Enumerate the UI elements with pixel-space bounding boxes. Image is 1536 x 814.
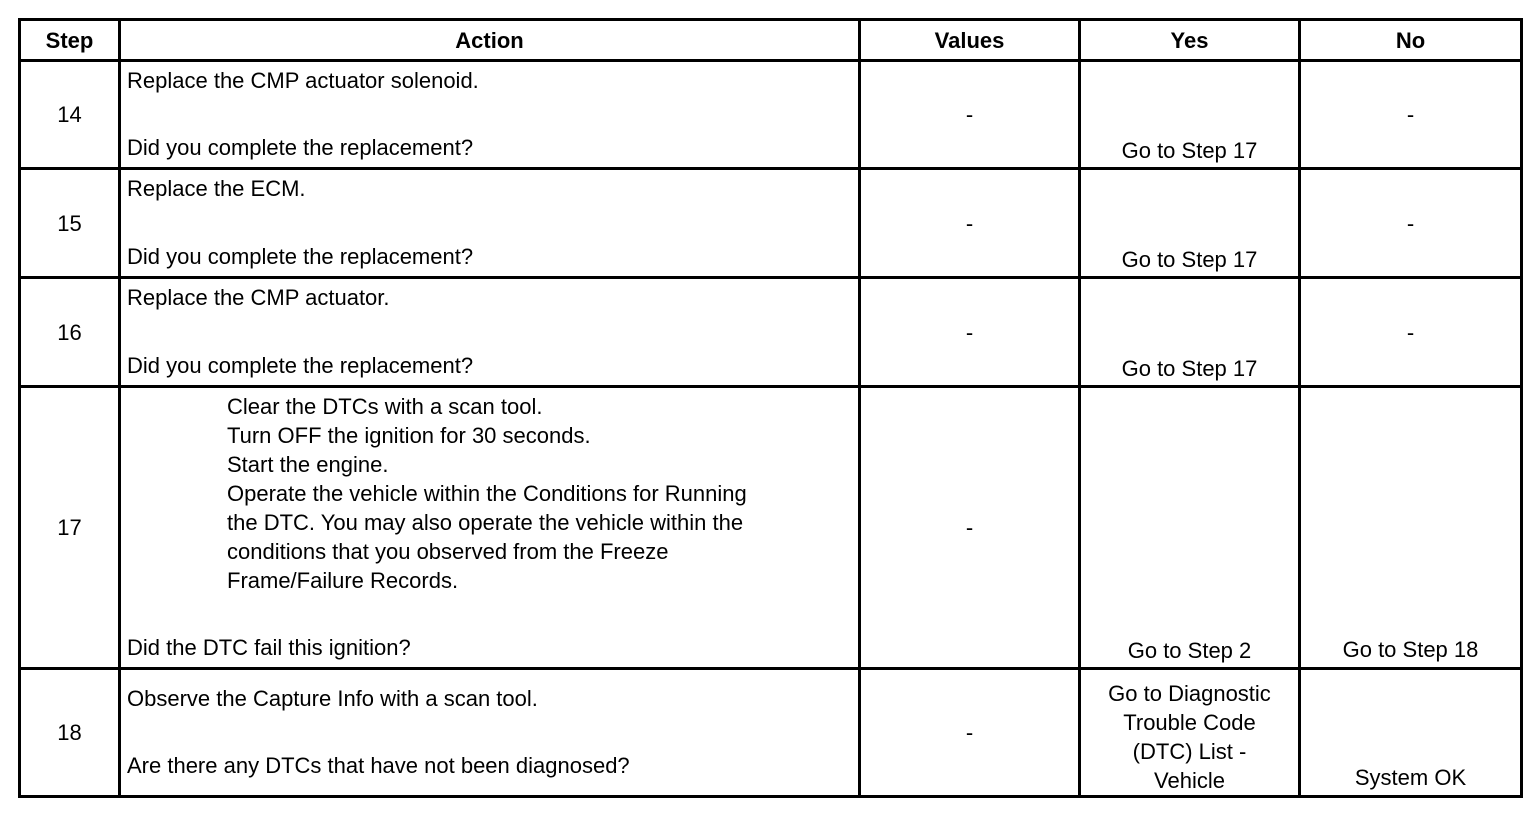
table-row: [20, 669, 1522, 797]
table-row: [20, 61, 1522, 169]
action-question: Did you complete the replacement?: [127, 244, 474, 269]
values-cell: -: [860, 61, 1080, 169]
yes-cell: [1080, 669, 1300, 797]
step-number: 17: [20, 387, 120, 669]
action-cell: [120, 169, 860, 278]
no-cell: [1300, 669, 1522, 797]
diagnostic-table: [18, 18, 1523, 798]
yes-link: Go to Step 17: [1121, 247, 1258, 272]
yes-cell: [1080, 278, 1300, 387]
yes-cell: [1080, 169, 1300, 278]
action-text: Replace the ECM.: [127, 176, 306, 201]
action-cell: [120, 61, 860, 169]
step-number: 16: [20, 278, 120, 387]
no-cell: -: [1300, 61, 1522, 169]
action-list-item: Operate the vehicle within the Conditions for Running: [227, 481, 747, 506]
yes-link-line: (DTC) List -: [1132, 739, 1247, 764]
yes-link: Go to Step 2: [1127, 638, 1252, 663]
values-cell: -: [860, 169, 1080, 278]
header-row: [20, 20, 1522, 61]
header-action: Action: [120, 20, 860, 61]
header-no: No: [1300, 20, 1522, 61]
yes-cell: [1080, 61, 1300, 169]
action-text: Observe the Capture Info with a scan tool.: [127, 686, 538, 711]
action-question: Did you complete the replacement?: [127, 135, 474, 160]
no-link: Go to Step 18: [1342, 636, 1479, 662]
action-text: Replace the CMP actuator solenoid.: [127, 68, 479, 93]
action-list-item: Turn OFF the ignition for 30 seconds.: [227, 423, 591, 448]
no-link: System OK: [1354, 764, 1467, 790]
action-question: Did you complete the replacement?: [127, 353, 474, 378]
action-list-item: conditions that you observed from the Freeze: [227, 539, 669, 564]
step-number: 18: [20, 669, 120, 797]
no-cell: -: [1300, 278, 1522, 387]
action-text: Replace the CMP actuator.: [127, 285, 390, 310]
yes-link: [1081, 677, 1298, 795]
values-cell: -: [860, 278, 1080, 387]
action-list-item: Frame/Failure Records.: [227, 568, 459, 593]
yes-link-line: Trouble Code: [1123, 710, 1256, 735]
action-list-item: Clear the DTCs with a scan tool.: [227, 394, 543, 419]
table-row: [20, 278, 1522, 387]
step-number: 15: [20, 169, 120, 278]
header-values: Values: [860, 20, 1080, 61]
action-step-list: [227, 392, 827, 595]
action-cell: [120, 278, 860, 387]
action-list-item: the DTC. You may also operate the vehicle within the: [227, 510, 744, 535]
values-cell: -: [860, 669, 1080, 797]
values-cell: -: [860, 387, 1080, 669]
no-cell: -: [1300, 169, 1522, 278]
action-question: Did the DTC fail this ignition?: [127, 635, 411, 660]
yes-link: Go to Step 17: [1121, 356, 1258, 381]
yes-link-line: Vehicle: [1154, 768, 1225, 793]
header-yes: Yes: [1080, 20, 1300, 61]
table-row: [20, 169, 1522, 278]
no-cell: [1300, 387, 1522, 669]
yes-link: Go to Step 17: [1121, 138, 1258, 163]
table-row: [20, 387, 1522, 669]
yes-link-line: Go to Diagnostic: [1108, 681, 1271, 706]
action-question: Are there any DTCs that have not been diagnosed?: [127, 753, 630, 778]
action-cell: [120, 387, 860, 669]
action-cell: [120, 669, 860, 797]
yes-cell: [1080, 387, 1300, 669]
action-list-item: Start the engine.: [227, 452, 389, 477]
header-step: Step: [20, 20, 120, 61]
step-number: 14: [20, 61, 120, 169]
